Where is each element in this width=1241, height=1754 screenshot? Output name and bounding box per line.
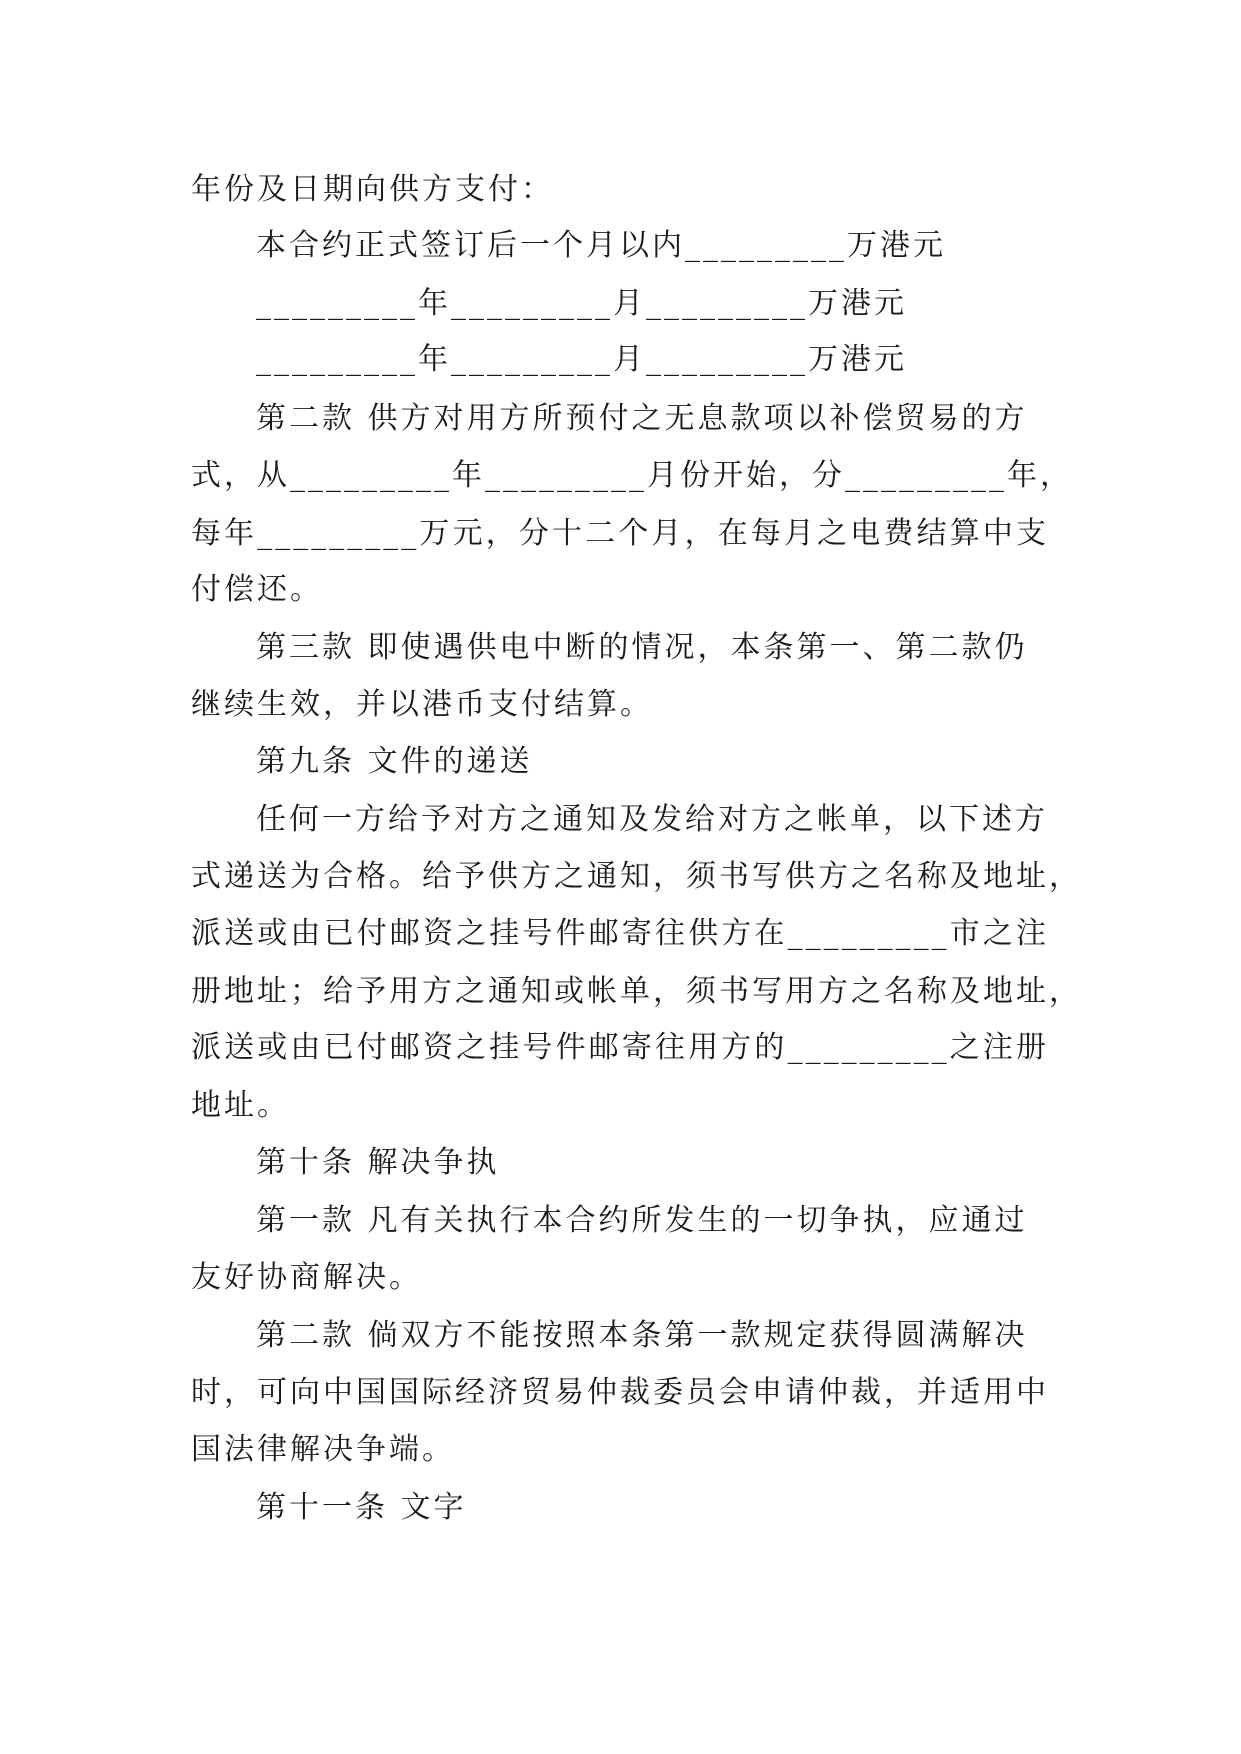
text-line: 第二款 倘双方不能按照本条第一款规定获得圆满解决 bbox=[256, 1318, 1028, 1353]
text-line: 继续生效，并以港币支付结算。 bbox=[191, 687, 653, 722]
text-line: 任何一方给予对方之通知及发给对方之帐单，以下述方 bbox=[256, 802, 1048, 837]
text-line: 友好协商解决。 bbox=[191, 1260, 422, 1295]
text-line: 年份及日期向供方支付： bbox=[191, 172, 554, 207]
text-line: 每年_________万元，分十二个月，在每月之电费结算中支 bbox=[191, 516, 1049, 551]
text-line: _________年_________月_________万港元 bbox=[256, 342, 907, 377]
section-heading: 第十一条 文字 bbox=[256, 1490, 467, 1525]
text-line: 地址。 bbox=[191, 1088, 290, 1123]
text-line: 式，从_________年_________月份开始，分_________年， bbox=[191, 458, 1073, 493]
text-line: 派送或由已付邮资之挂号件邮寄往用方的_________之注册 bbox=[191, 1030, 1049, 1065]
text-line: 式递送为合格。给予供方之通知，须书写供方之名称及地址， bbox=[191, 859, 1082, 894]
text-line: _________年_________月_________万港元 bbox=[256, 286, 907, 321]
text-line: 派送或由已付邮资之挂号件邮寄往供方在_________市之注 bbox=[191, 916, 1049, 951]
text-line: 册地址；给予用方之通知或帐单，须书写用方之名称及地址， bbox=[191, 974, 1082, 1009]
section-heading: 第十条 解决争执 bbox=[256, 1145, 500, 1180]
text-line: 付偿还。 bbox=[191, 572, 323, 607]
text-line: 第三款 即使遇供电中断的情况，本条第一、第二款仍 bbox=[256, 630, 1028, 665]
text-line: 时，可向中国国际经济贸易仲裁委员会申请仲裁，并适用中 bbox=[191, 1375, 1049, 1410]
section-heading: 第九条 文件的递送 bbox=[256, 744, 533, 779]
text-line: 第二款 供方对用方所预付之无息款项以补偿贸易的方 bbox=[256, 401, 1028, 436]
text-line: 本合约正式签订后一个月以内_________万港元 bbox=[256, 228, 946, 263]
text-line: 第一款 凡有关执行本合约所发生的一切争执，应通过 bbox=[256, 1203, 1028, 1238]
text-line: 国法律解决争端。 bbox=[191, 1432, 455, 1467]
